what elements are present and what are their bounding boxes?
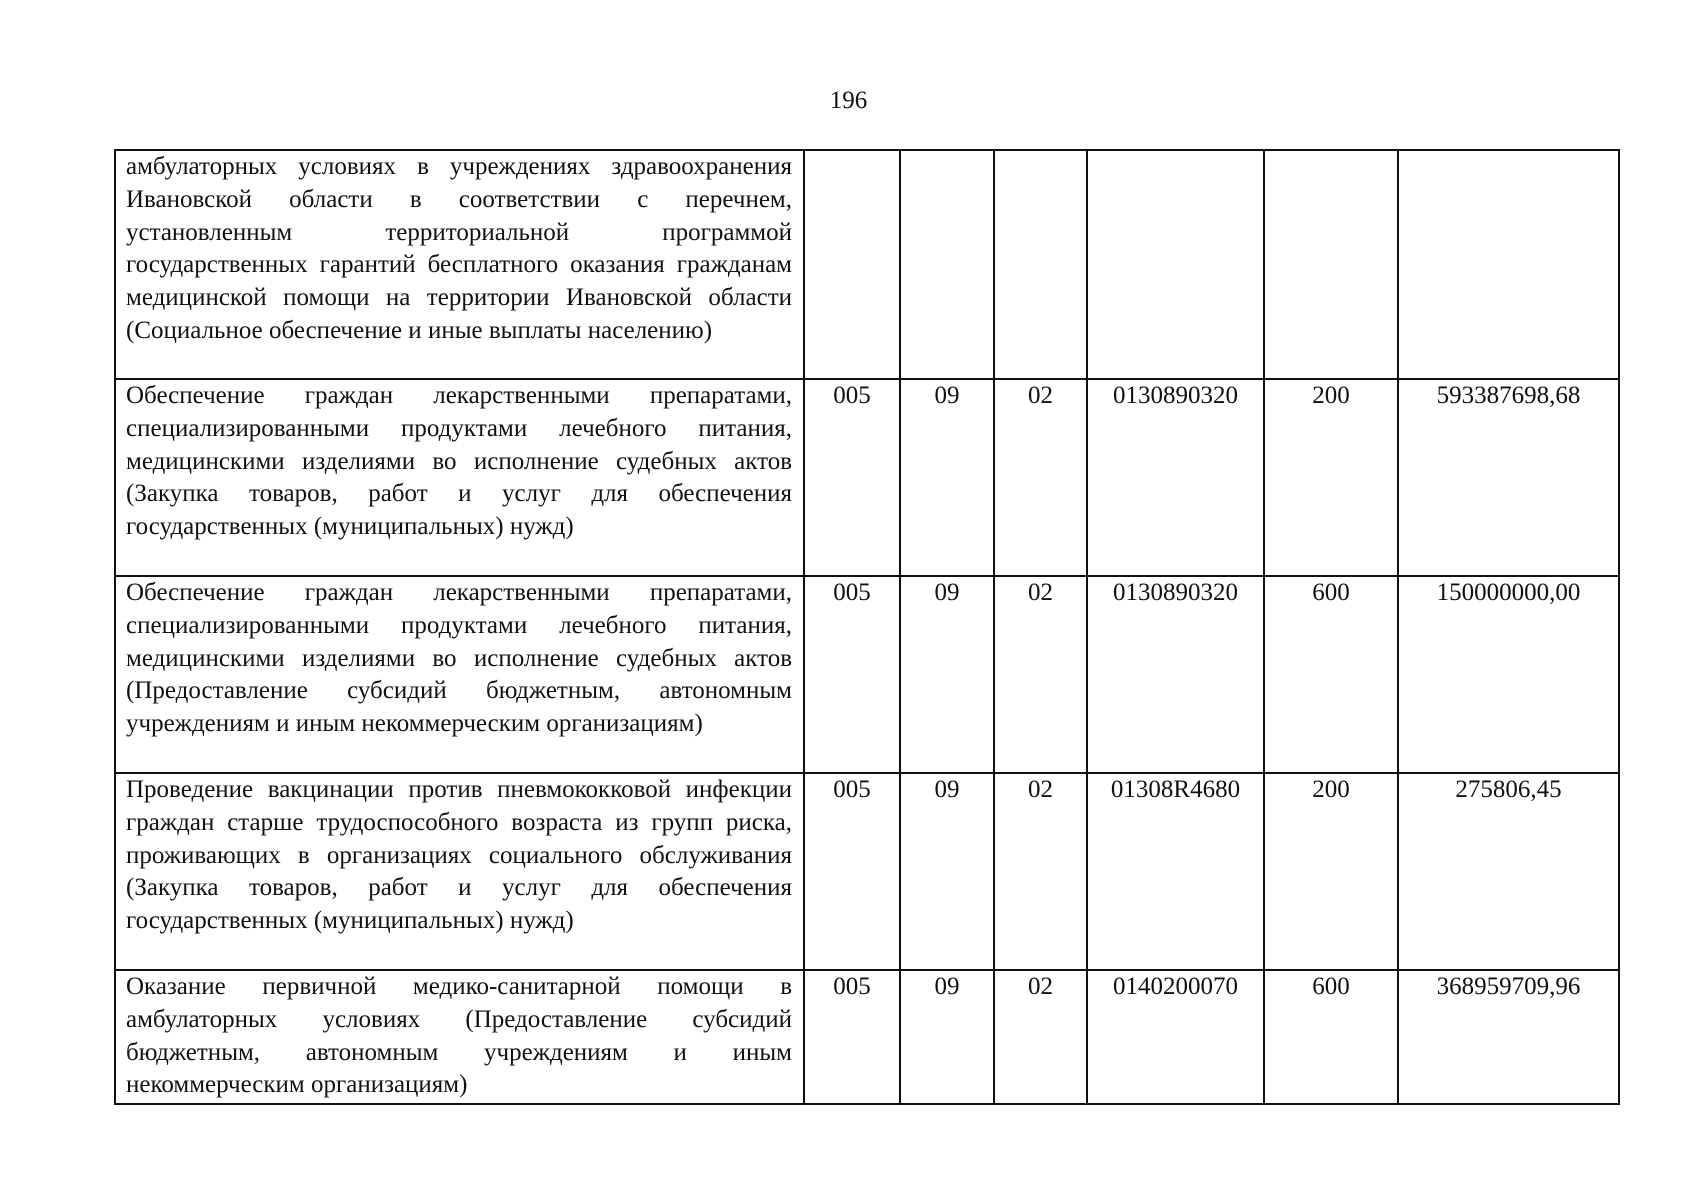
- row-description: Обеспечение граждан лекарственными препаратами, специализированными продуктами лечебного питания, медицинскими изделиями во исполнение судебных актов (Предоставление субсидий бюджетным, автономным учреждениям и иным некоммерческим организациям): [115, 576, 804, 773]
- amount: 593387698,68: [1398, 379, 1619, 576]
- subsection-code: [994, 150, 1087, 379]
- ministry-code: [804, 150, 900, 379]
- target-code: 01308R4680: [1087, 773, 1264, 970]
- table-row: [115, 150, 1619, 379]
- subsection-code: 02: [994, 970, 1087, 1104]
- table-row: [115, 379, 1619, 576]
- page-number: 196: [829, 87, 868, 114]
- section-code: 09: [900, 576, 994, 773]
- table-row: [115, 576, 1619, 773]
- section-code: [900, 150, 994, 379]
- subsection-code: 02: [994, 379, 1087, 576]
- ministry-code: 005: [804, 970, 900, 1104]
- row-description: Оказание первичной медико-санитарной помощи в амбулаторных условиях (Предоставление субсидий бюджетным, автономным учреждениям и иным некоммерческим организациям): [115, 970, 804, 1104]
- row-description: амбулаторных условиях в учреждениях здравоохранения Ивановской области в соответствии с перечнем, установленным территориальной программой государственных гарантий бесплатного оказания гражданам медицинской помощи на территории Ивановской области (Социальное обеспечение и иные выплаты населению): [115, 150, 804, 379]
- target-code: 0130890320: [1087, 379, 1264, 576]
- table-row: [115, 970, 1619, 1104]
- ministry-code: 005: [804, 379, 900, 576]
- expense-type-code: [1264, 150, 1398, 379]
- ministry-code: 005: [804, 773, 900, 970]
- subsection-code: 02: [994, 773, 1087, 970]
- expense-type-code: 200: [1264, 773, 1398, 970]
- amount: 368959709,96: [1398, 970, 1619, 1104]
- amount: 275806,45: [1398, 773, 1619, 970]
- amount: [1398, 150, 1619, 379]
- section-code: 09: [900, 379, 994, 576]
- target-code: 0140200070: [1087, 970, 1264, 1104]
- target-code: [1087, 150, 1264, 379]
- subsection-code: 02: [994, 576, 1087, 773]
- budget-table: [114, 149, 1620, 1105]
- target-code: 0130890320: [1087, 576, 1264, 773]
- expense-type-code: 600: [1264, 970, 1398, 1104]
- row-description: Обеспечение граждан лекарственными препаратами, специализированными продуктами лечебного питания, медицинскими изделиями во исполнение судебных актов (Закупка товаров, работ и услуг для обеспечения государственных (муниципальных) нужд): [115, 379, 804, 576]
- expense-type-code: 200: [1264, 379, 1398, 576]
- ministry-code: 005: [804, 576, 900, 773]
- section-code: 09: [900, 970, 994, 1104]
- expense-type-code: 600: [1264, 576, 1398, 773]
- amount: 150000000,00: [1398, 576, 1619, 773]
- row-description: Проведение вакцинации против пневмококковой инфекции граждан старше трудоспособного возраста из групп риска, проживающих в организациях социального обслуживания (Закупка товаров, работ и услуг для обеспечения государственных (муниципальных) нужд): [115, 773, 804, 970]
- table-row: [115, 773, 1619, 970]
- section-code: 09: [900, 773, 994, 970]
